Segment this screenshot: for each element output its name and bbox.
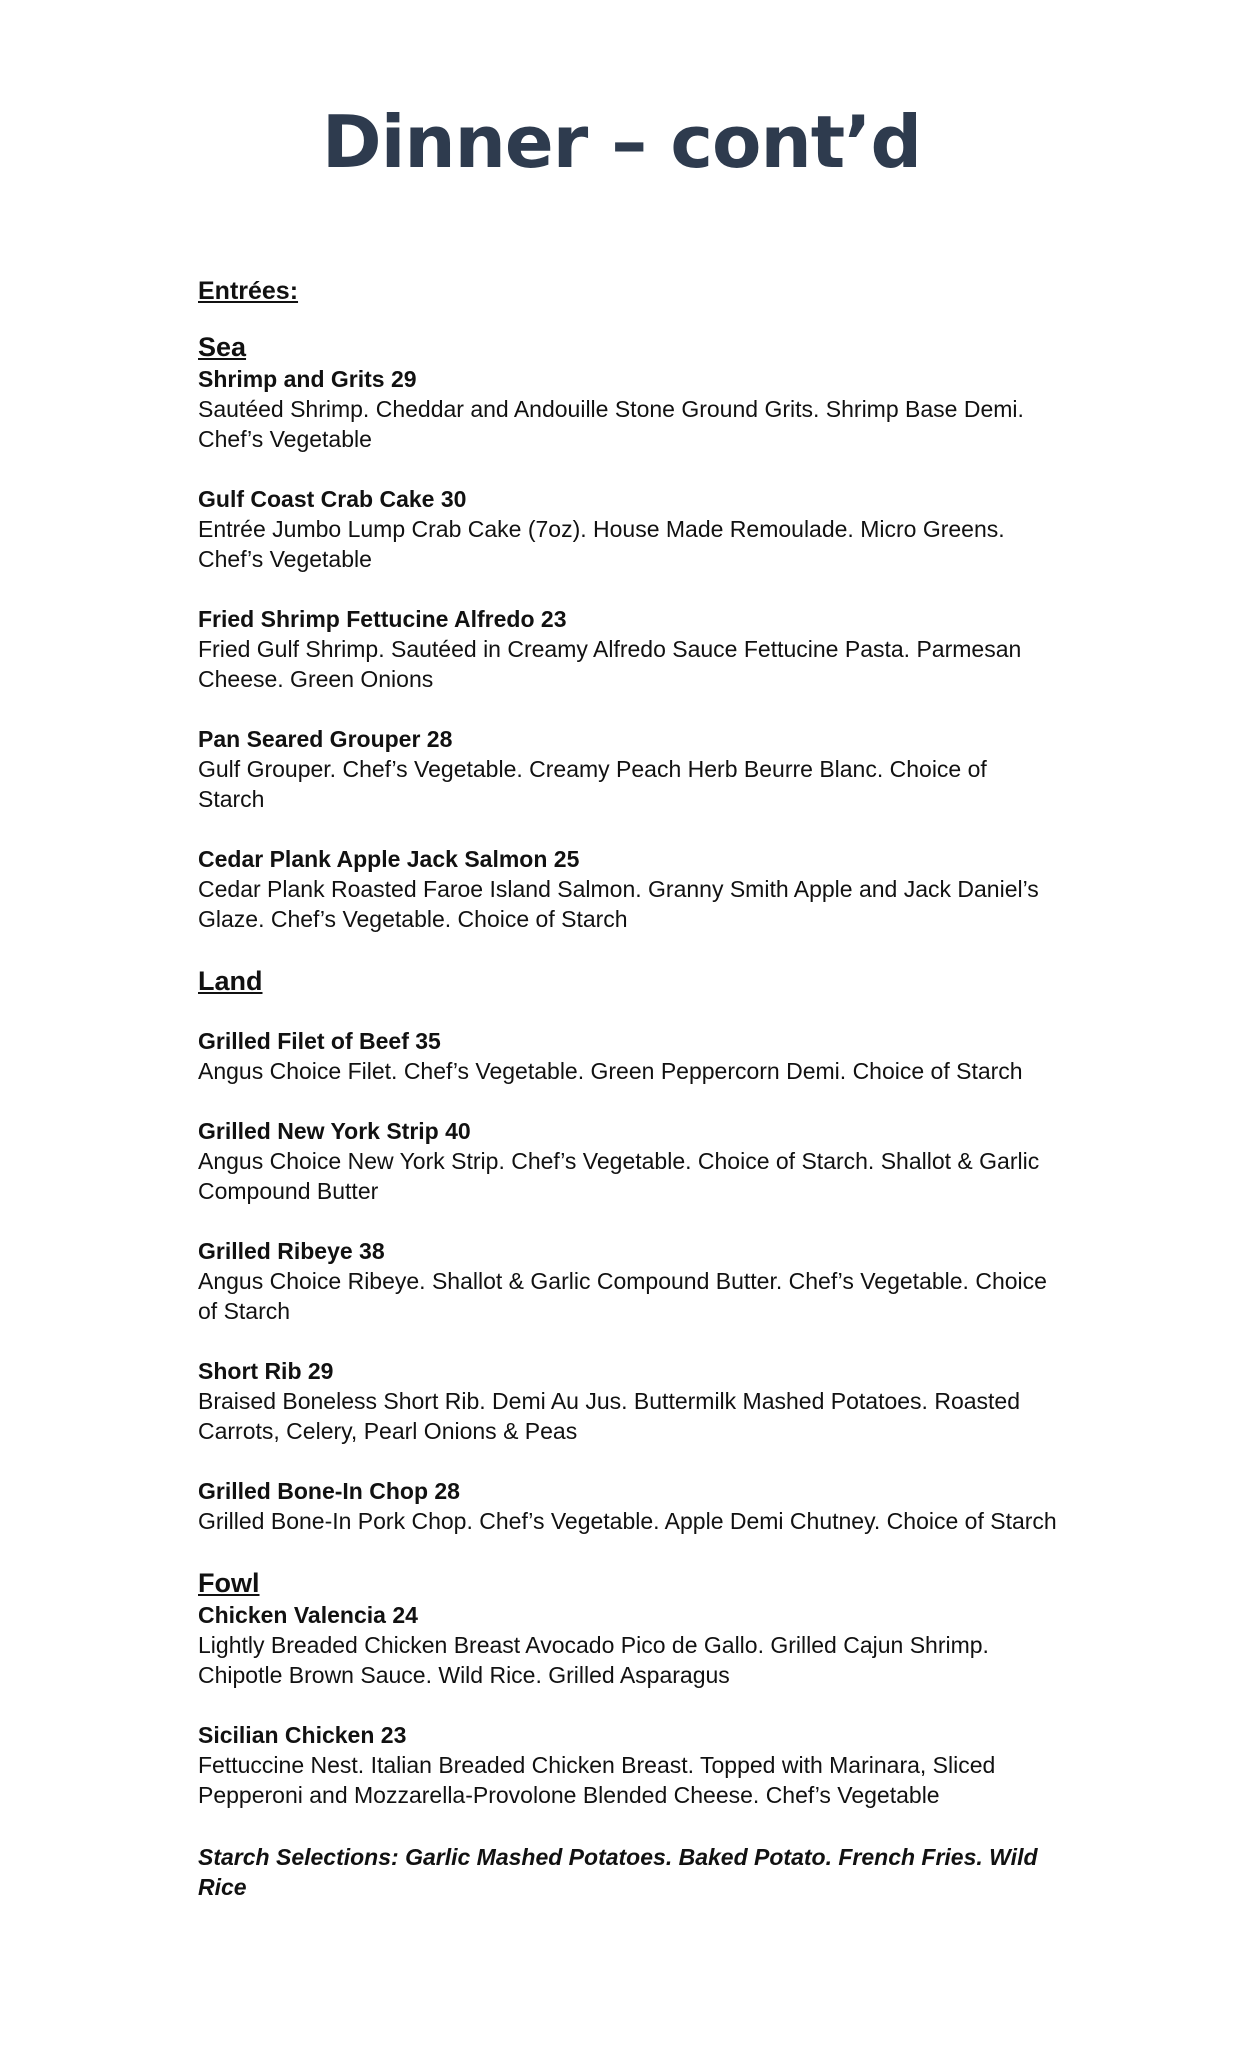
section-fowl — [198, 1566, 1058, 1810]
menu-item-description: Fried Gulf Shrimp. Sautéed in Creamy Alfredo Sauce Fettucine Pasta. Parmesan Cheese. Green Onions — [198, 636, 1022, 692]
menu-item-name: Cedar Plank Apple Jack Salmon 25 — [198, 846, 580, 872]
menu-item-description: Lightly Breaded Chicken Breast Avocado Pico de Gallo. Grilled Cajun Shrimp. Chipotle Brown Sauce. Wild Rice. Grilled Asparagus — [198, 1632, 989, 1688]
menu-item — [198, 484, 1058, 574]
menu-item-description: Angus Choice Ribeye. Shallot & Garlic Compound Butter. Chef’s Vegetable. Choice of Starch — [198, 1268, 1047, 1324]
menu-item-name: Shrimp and Grits 29 — [198, 366, 417, 392]
page-title: Dinner – cont’d — [321, 100, 922, 184]
menu-item-name: Fried Shrimp Fettucine Alfredo 23 — [198, 606, 567, 632]
menu-item-description: Entrée Jumbo Lump Crab Cake (7oz). House Made Remoulade. Micro Greens. Chef’s Vegetable — [198, 516, 1005, 572]
menu-item-description: Angus Choice Filet. Chef’s Vegetable. Green Peppercorn Demi. Choice of Starch — [198, 1058, 1023, 1084]
menu-item-description: Sautéed Shrimp. Cheddar and Andouille Stone Ground Grits. Shrimp Base Demi. Chef’s Vegetable — [198, 396, 1024, 452]
menu-item-name: Grilled Ribeye 38 — [198, 1238, 385, 1264]
menu-content — [198, 276, 1058, 1902]
menu-item-name: Grilled Bone-In Chop 28 — [198, 1478, 460, 1504]
menu-item-name: Gulf Coast Crab Cake 30 — [198, 486, 467, 512]
section-heading-sea: Sea — [198, 332, 247, 362]
menu-item — [198, 1476, 1058, 1536]
menu-item-name: Short Rib 29 — [198, 1358, 334, 1384]
menu-item — [198, 1116, 1058, 1206]
entrees-label: Entrées: — [198, 277, 299, 305]
starch-selections-note: Starch Selections: Garlic Mashed Potatoes. Baked Potato. French Fries. Wild Rice — [198, 1844, 1038, 1900]
menu-item — [198, 1026, 1058, 1086]
menu-item-description: Cedar Plank Roasted Faroe Island Salmon. Granny Smith Apple and Jack Daniel’s Glaze. Chef’s Vegetable. Choice of Starch — [198, 876, 1039, 932]
menu-item-description: Braised Boneless Short Rib. Demi Au Jus. Buttermilk Mashed Potatoes. Roasted Carrots, Celery, Pearl Onions & Peas — [198, 1388, 1021, 1444]
menu-item — [198, 844, 1058, 934]
menu-item — [198, 604, 1058, 694]
menu-item — [198, 1600, 1058, 1690]
menu-item — [198, 1236, 1058, 1326]
menu-item — [198, 1356, 1058, 1446]
menu-item-description: Grilled Bone-In Pork Chop. Chef’s Vegetable. Apple Demi Chutney. Choice of Starch — [198, 1508, 1057, 1534]
menu-item-name: Sicilian Chicken 23 — [198, 1722, 407, 1748]
section-heading-fowl: Fowl — [198, 1568, 260, 1598]
menu-item — [198, 364, 1058, 454]
menu-item-name: Grilled Filet of Beef 35 — [198, 1028, 441, 1054]
menu-item-description: Gulf Grouper. Chef’s Vegetable. Creamy Peach Herb Beurre Blanc. Choice of Starch — [198, 756, 987, 812]
menu-item-description: Fettuccine Nest. Italian Breaded Chicken Breast. Topped with Marinara, Sliced Pepperoni and Mozzarella-Provolone Blended Cheese. Chef’s Vegetable — [198, 1752, 996, 1808]
section-land — [198, 964, 1058, 1536]
menu-item-name: Chicken Valencia 24 — [198, 1602, 418, 1628]
menu-item-description: Angus Choice New York Strip. Chef’s Vegetable. Choice of Starch. Shallot & Garlic Compound Butter — [198, 1148, 1040, 1204]
menu-item-name: Grilled New York Strip 40 — [198, 1118, 471, 1144]
menu-item — [198, 1720, 1058, 1810]
section-sea — [198, 330, 1058, 934]
section-heading-land: Land — [198, 966, 263, 996]
menu-item — [198, 724, 1058, 814]
menu-item-name: Pan Seared Grouper 28 — [198, 726, 453, 752]
